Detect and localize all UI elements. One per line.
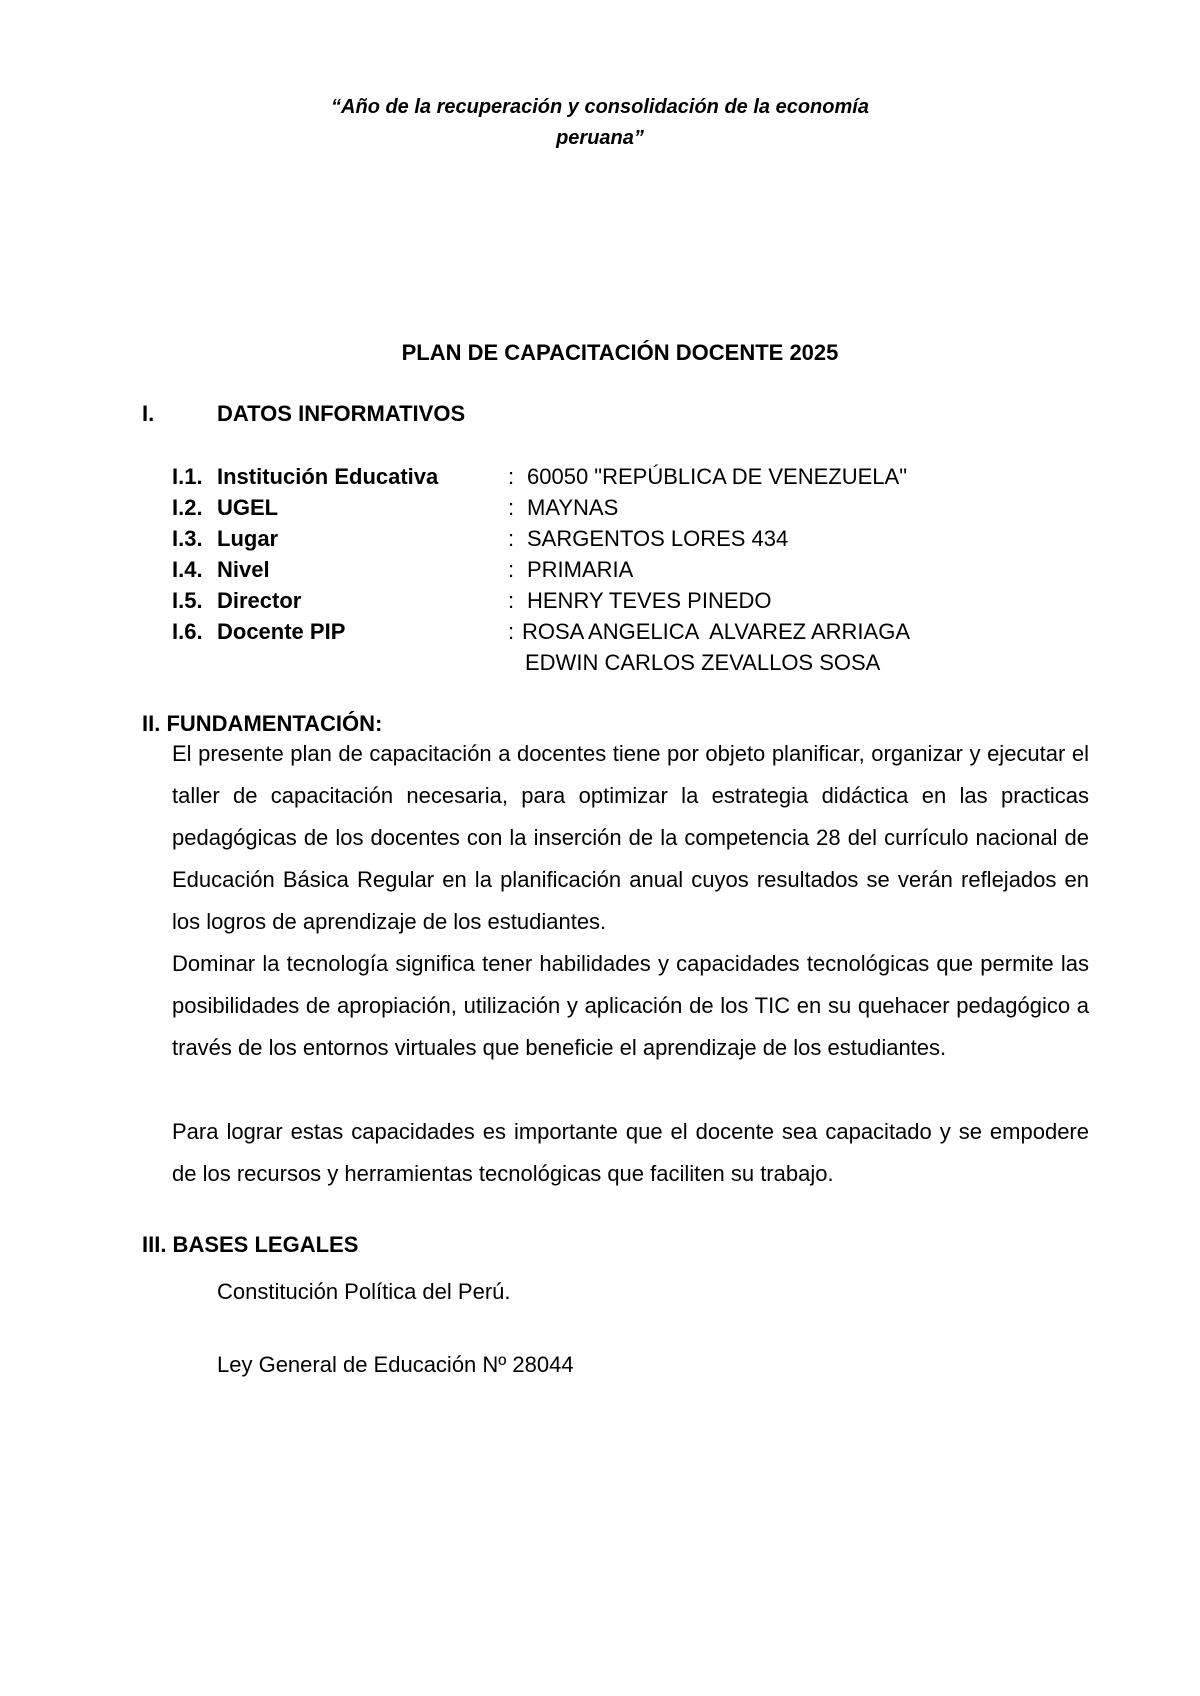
section-bases-legales-heading: III. BASES LEGALES — [142, 1232, 359, 1257]
fundamentacion-paragraph-2: Dominar la tecnología significa tener habilidades y capacidades tecnológicas que permite las posibilidades de apropiación, utilización y aplicación de los TIC en su quehacer pedagógico a través de los entornos virtuales que beneficie el aprendizaje de los estudiantes. — [172, 951, 1089, 1060]
info-label: Lugar — [217, 526, 279, 551]
info-value: HENRY TEVES PINEDO — [527, 588, 772, 613]
info-label: Director — [217, 588, 302, 613]
info-code: I.6. — [172, 619, 203, 644]
section-fundamentacion-heading: II. FUNDAMENTACIÓN: — [142, 711, 383, 736]
motto-line-1: “Año de la recuperación y consolidación de la economía — [331, 96, 869, 118]
info-colon: : — [508, 526, 515, 551]
info-code: I.4. — [172, 557, 203, 582]
info-colon: : — [508, 588, 515, 613]
document-title: PLAN DE CAPACITACIÓN DOCENTE 2025 — [401, 340, 839, 365]
info-label: Docente PIP — [217, 619, 346, 644]
info-label: Nivel — [217, 557, 270, 582]
motto-line-2: peruana” — [556, 127, 644, 149]
info-code: I.2. — [172, 495, 203, 520]
info-code: I.1. — [172, 464, 203, 489]
info-colon: : — [508, 495, 515, 520]
info-value: SARGENTOS LORES 434 — [527, 526, 789, 551]
info-value: PRIMARIA — [527, 557, 634, 582]
info-label: Institución Educativa — [217, 464, 439, 489]
info-value: 60050 "REPÚBLICA DE VENEZUELA" — [527, 464, 908, 489]
section-number: I. — [142, 401, 155, 426]
info-colon: : — [508, 619, 515, 644]
info-code: I.5. — [172, 588, 203, 613]
section-datos-informativos-heading — [142, 400, 465, 428]
section-heading-text: DATOS INFORMATIVOS — [217, 401, 466, 426]
info-label: UGEL — [217, 495, 279, 520]
year-motto — [0, 92, 1200, 154]
fundamentacion-paragraph-1: El presente plan de capacitación a docentes tiene por objeto planificar, organizar y ejecutar el taller de capacitación necesaria, para optimizar la estrategia didáctica en las practicas pedagógicas de los docentes con la inserción de la competencia 28 del currículo nacional de Educación Básica Regular en la planificación anual cuyos resultados se verán reflejados en los logros de aprendizaje de los estudiantes. — [172, 741, 1089, 934]
info-code: I.3. — [172, 526, 203, 551]
info-colon: : — [508, 557, 515, 582]
legal-item-ley-general: Ley General de Educación Nº 28044 — [217, 1352, 574, 1377]
info-value: MAYNAS — [527, 495, 619, 520]
info-colon: : — [508, 464, 515, 489]
legal-item-constitucion: Constitución Política del Perú. — [217, 1279, 511, 1304]
info-value: ROSA ANGELICA ALVAREZ ARRIAGA — [522, 619, 910, 644]
fundamentacion-paragraph-3: Para lograr estas capacidades es importante que el docente sea capacitado y se empodere de los recursos y herramientas tecnológicas que faciliten su trabajo. — [172, 1119, 1089, 1186]
info-value-second: EDWIN CARLOS ZEVALLOS SOSA — [525, 650, 881, 675]
